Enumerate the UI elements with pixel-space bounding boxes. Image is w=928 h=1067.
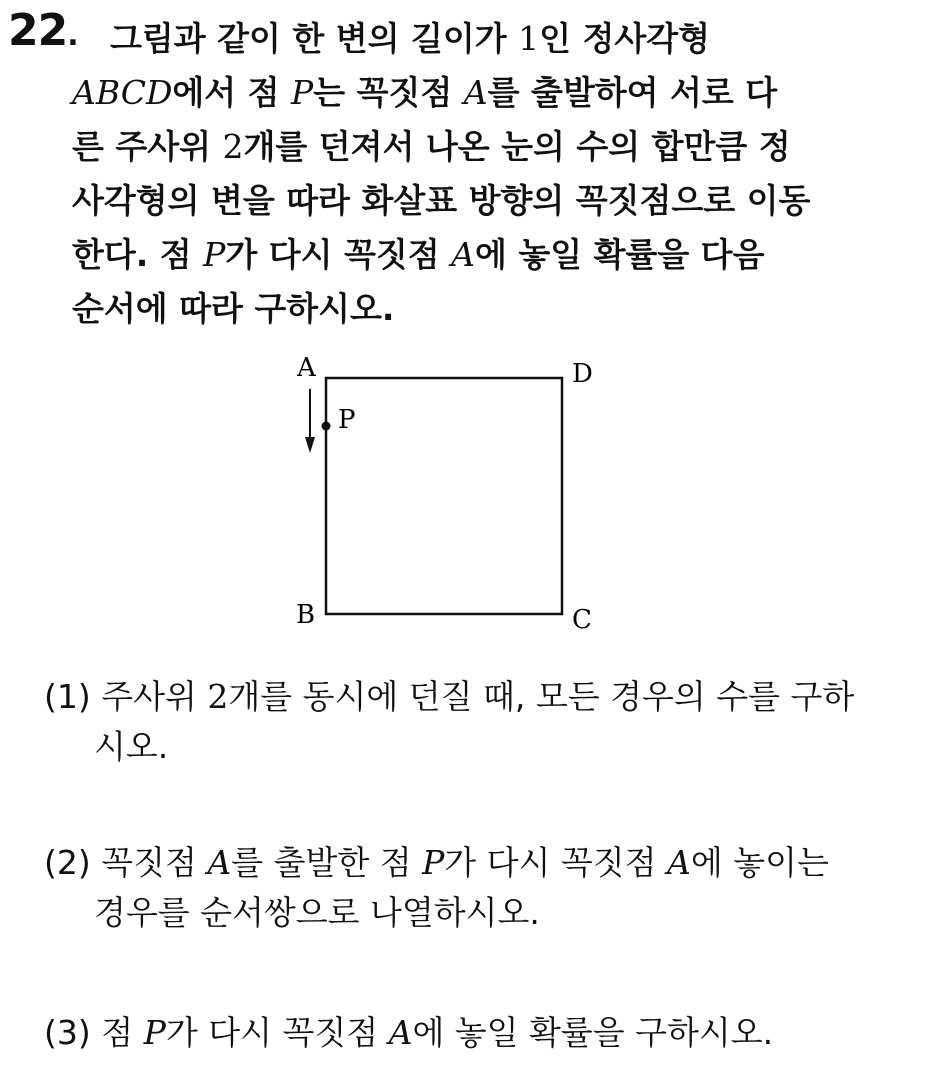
stem-line-3 — [72, 120, 902, 174]
subquestion-2-line-2: 경우를 순서쌍으로 나열하시오. — [94, 893, 540, 932]
subquestion-text: 주사위 — [101, 677, 208, 716]
direction-arrow-head — [305, 437, 315, 453]
stem-text: 른 주사위 — [72, 127, 223, 166]
subquestion-1-line-2: 시오. — [94, 727, 169, 766]
subquestion-text: 꼭짓점 — [101, 843, 208, 882]
vertex-label-c: C — [572, 605, 592, 635]
vertex-label-a: A — [297, 353, 316, 383]
subquestion-1-line-1 — [44, 672, 904, 722]
stem-text: 를 출발하여 서로 다 — [487, 73, 778, 112]
stem-math: ABCD — [72, 73, 173, 112]
point-p-dot — [322, 422, 331, 431]
stem-text: 순서에 따라 구하시오. — [72, 289, 395, 328]
stem-number: 1 — [518, 19, 540, 58]
stem-text: 그림과 같이 한 변의 길이가 — [110, 19, 519, 58]
stem-text: 가 다시 꼭짓점 — [225, 235, 452, 274]
stem-line-2 — [72, 66, 902, 120]
problem-number — [8, 6, 78, 61]
subquestion-label: (1) — [44, 677, 91, 716]
problem-number-dot: . — [67, 18, 78, 53]
stem-math: A — [463, 73, 488, 112]
subquestion-2 — [44, 838, 904, 938]
square-diagram — [280, 345, 620, 645]
subquestion-number: 2 — [207, 677, 229, 716]
vertex-label-b: B — [296, 600, 316, 630]
subquestion-text: 점 — [101, 1013, 144, 1052]
subquestion-text: 개를 동시에 던질 때, 모든 경우의 수를 구하 — [228, 677, 855, 716]
subquestion-text: 에 놓이는 — [690, 843, 829, 882]
stem-line-6 — [72, 282, 902, 336]
stem-math: A — [451, 235, 475, 274]
square-figure — [280, 345, 620, 645]
point-label-p: P — [338, 405, 356, 435]
subquestion-math: P — [422, 843, 445, 882]
stem-line-4 — [72, 174, 902, 228]
subquestion-math: A — [667, 843, 691, 882]
problem-number-digits: 22 — [8, 5, 68, 56]
subquestion-math: A — [207, 843, 232, 882]
stem-text: 사각형의 변을 따라 화살표 방향의 꼭짓점으로 이동 — [72, 181, 811, 220]
stem-text: 인 정사각형 — [539, 19, 710, 58]
subquestion-math: A — [388, 1013, 413, 1052]
stem-math: P — [203, 235, 226, 274]
subquestion-text: 를 출발한 점 — [231, 843, 423, 882]
subquestion-text: 가 다시 꼭짓점 — [165, 1013, 389, 1052]
problem-stem — [72, 12, 902, 336]
stem-math: P — [291, 73, 314, 112]
stem-text: 한다. 점 — [72, 235, 204, 274]
subquestion-label: (3) — [44, 1013, 91, 1052]
stem-text: 개를 던져서 나온 눈의 수의 합만큼 정 — [243, 127, 791, 166]
stem-line-5 — [72, 228, 902, 282]
subquestion-text: 에 놓일 확률을 구하시오. — [412, 1013, 774, 1052]
subquestion-1 — [44, 672, 904, 772]
subquestion-2-line-1 — [44, 838, 904, 888]
subquestion-label: (2) — [44, 843, 91, 882]
stem-text: 는 꼭짓점 — [313, 73, 464, 112]
vertex-label-d: D — [572, 359, 593, 389]
square-abcd — [326, 378, 562, 614]
stem-number: 2 — [222, 127, 244, 166]
subquestion-3 — [44, 1008, 904, 1058]
subquestion-3-line-1 — [44, 1008, 904, 1058]
stem-line-1 — [72, 12, 902, 66]
subquestion-math: P — [143, 1013, 166, 1052]
stem-text: 에서 점 — [172, 73, 292, 112]
subquestion-text: 가 다시 꼭짓점 — [444, 843, 668, 882]
stem-text: 에 놓일 확률을 다음 — [474, 235, 765, 274]
